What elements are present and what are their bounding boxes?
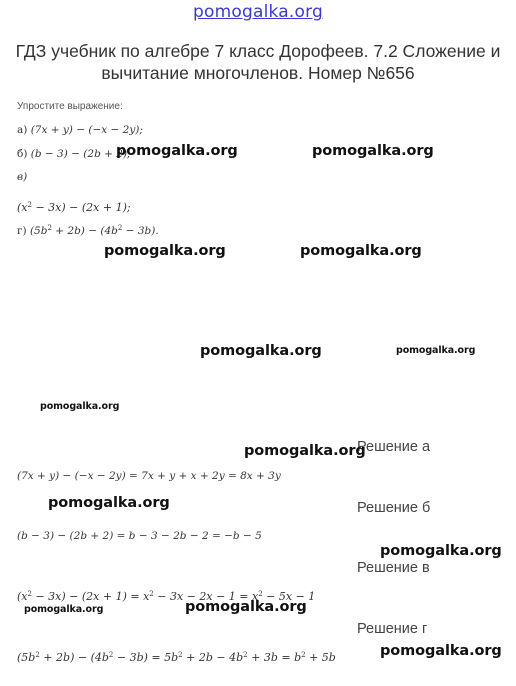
task-item-g [17, 224, 159, 237]
task-item-b-label: б) [17, 148, 28, 160]
site-logo-link[interactable]: pomogalka.org [193, 2, 323, 22]
exponent: 2 [258, 590, 263, 598]
watermark: pomogalka.org [312, 143, 434, 159]
watermark: pomogalka.org [300, 243, 422, 259]
watermark: pomogalka.org [116, 143, 238, 159]
watermark: pomogalka.org [104, 243, 226, 259]
watermark: pomogalka.org [380, 543, 502, 559]
task-item-b [17, 148, 131, 160]
exponent: 2 [149, 590, 154, 598]
page-title-line-1: ГДЗ учебник по алгебре 7 класс Дорофеев. 7.2 Сложение и [15, 41, 501, 61]
expr-part: (5b [17, 651, 36, 664]
solution-b-heading: Решение б [357, 500, 431, 516]
watermark: pomogalka.org [40, 401, 120, 412]
page-title-line-2: вычитание многочленов. Номер №656 [101, 63, 415, 83]
exponent: 2 [35, 651, 40, 659]
page-title [0, 40, 516, 84]
expr-part: + 2b) − (4b [39, 651, 109, 664]
solution-b-expr: (b − 3) − (2b + 2) = b − 3 − 2b − 2 = −b − 5 [17, 530, 262, 542]
task-instruction: Упростите выражение: [17, 101, 123, 112]
watermark: pomogalka.org [200, 343, 322, 359]
watermark: pomogalka.org [24, 604, 104, 615]
expr-part: (5b [29, 225, 48, 237]
task-item-g-label: г) [17, 225, 27, 237]
task-item-a-expr: (7x + y) − (−x − 2y); [30, 124, 143, 136]
expr-part: − 3b). [122, 225, 159, 237]
watermark: pomogalka.org [244, 443, 366, 459]
exponent: 2 [243, 651, 248, 659]
exponent: 2 [117, 224, 123, 232]
expr-part: − 3x) − (2x + 1) = x [31, 590, 150, 603]
task-item-b-expr: (b − 3) − (2b + 2); [30, 148, 131, 160]
task-item-a [17, 124, 143, 136]
expr-part: − 3x − 2x − 1 = x [153, 590, 259, 603]
solution-g-heading: Решение г [357, 621, 428, 637]
exponent: 2 [47, 224, 52, 232]
exponent: 2 [27, 590, 32, 598]
watermark: pomogalka.org [185, 599, 307, 615]
expr-part: + 2b) − (4b [51, 225, 118, 237]
solution-a-heading: Решение а [357, 439, 431, 455]
expr-part: (x [17, 590, 28, 603]
watermark: pomogalka.org [48, 495, 170, 511]
solution-g-expr [17, 651, 336, 664]
expr-part: − 3b) = 5b [113, 651, 179, 664]
expr-part: − 3x) − (2x + 1); [31, 201, 131, 214]
exponent: 2 [178, 651, 183, 659]
watermark: pomogalka.org [396, 345, 476, 356]
solution-a-expr: (7x + y) − (−x − 2y) = 7x + y + x + 2y = 8x + 3y [17, 470, 281, 482]
expr-part: (x [17, 201, 28, 214]
expr-part: − 5x − 1 [262, 590, 316, 603]
exponent: 2 [27, 201, 32, 209]
exponent: 2 [301, 651, 306, 659]
expr-part: + 5b [305, 651, 336, 664]
task-item-v-label: в) [17, 171, 28, 183]
expr-part: + 2b − 4b [182, 651, 244, 664]
expr-part: + 3b = b [247, 651, 302, 664]
exponent: 2 [108, 651, 114, 659]
solution-v-heading: Решение в [357, 560, 430, 576]
watermark: pomogalka.org [380, 643, 502, 659]
task-item-a-label: а) [17, 124, 28, 136]
task-item-v-expr [17, 201, 131, 214]
